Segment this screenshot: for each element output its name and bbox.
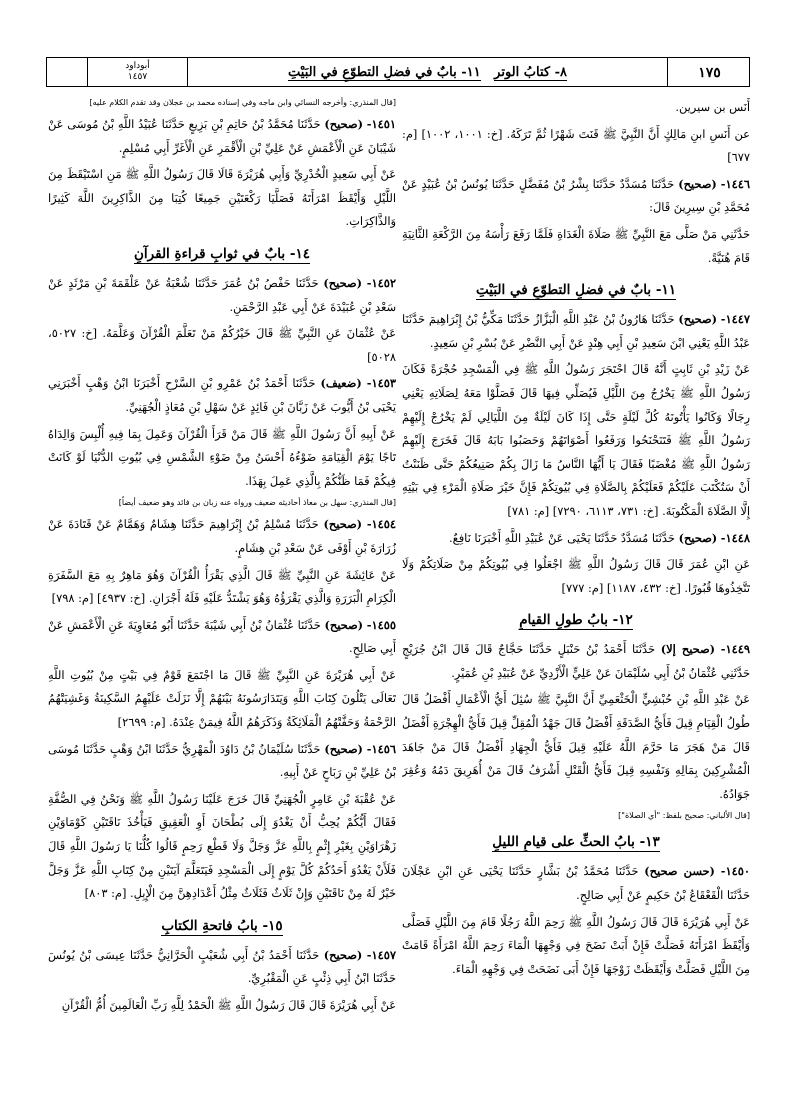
- hadith-isnad: حَدَّثَنَا أَحْمَدُ بْنُ عَمْرِو بْنِ السَّرْحِ أَخْبَرَنَا ابْنُ وَهْبٍ أَخْبَرَنِي يَحْيَى بْنُ أَيُّوبَ عَنْ زَبَّانَ بْنِ فَائِدٍ عَنْ سَهْلِ بْنِ مُعَاذٍ الْجُهَنِيِّ.: [48, 376, 396, 414]
- albani-note: [قال الألباني: صحيح بلفظ: "أي الصلاة"]: [618, 811, 750, 821]
- hadith-1449: [402, 638, 750, 685]
- hadith-isnad: حَدَّثَنَا أَحْمَدُ بْنُ حَنْبَلٍ حَدَّثَنَا حَجَّاجٌ قَالَ قَالَ ابْنُ جُرَيْجٍ حَدَّثَنِي عُثْمَانُ بْنُ أَبِي سُلَيْمَانَ عَنْ عَلِيٍّ الْأَزْدِيِّ عَنْ عُبَيْدِ بْنِ عُمَيْرٍ.: [402, 642, 750, 680]
- hadith-1450: [402, 860, 750, 907]
- hadith-grade: (صحيح): [678, 530, 718, 545]
- hadith-matn: عَنْ عَبْدِ اللَّهِ بْنِ حُبْشِيٍّ الْخَثْعَمِيِّ أَنَّ النَّبِيَّ ﷺ سُئِلَ أَيُّ الْأَعْمَالِ أَفْضَلُ قَالَ طُولُ الْقِيَامِ قِيلَ فَأَيُّ الصَّدَقَةِ أَفْضَلُ قَالَ جَهْدُ الْمُقِلِّ قِيلَ فَأَيُّ الْهِجْرَةِ أَفْضَلُ قَالَ مَنْ هَجَرَ مَا حَرَّمَ اللَّهُ عَلَيْهِ قِيلَ فَأَيُّ الْجِهَادِ أَفْضَلُ قَالَ مَنْ جَاهَدَ الْمُشْرِكِينَ بِمَالِهِ وَنَفْسِهِ قِيلَ فَأَيُّ الْقَتْلِ أَشْرَفُ قَالَ مَنْ أُهَرِيقَ دَمُهُ وَعُقِرَ جَوَادُهُ.: [402, 692, 750, 801]
- hadith-isnad: حَدَّثَنَا سُلَيْمَانُ بْنُ دَاوُدَ الْمَهْرِيُّ حَدَّثَنَا ابْنُ وَهْبٍ حَدَّثَنَا مُوسَى بْنُ عَلِيِّ بْنِ رَبَاحٍ عَنْ أَبِيهِ.: [48, 741, 396, 780]
- hadith-number: ١٤٥٢-: [366, 275, 396, 290]
- hadith-matn: عَنْ أَبِي هُرَيْرَةَ عَنِ النَّبِيِّ ﷺ قَالَ مَا اجْتَمَعَ قَوْمٌ فِي بَيْتٍ مِنْ بُيُوتِ اللَّهِ تَعَالَى يَتْلُونَ كِتَابَ اللَّهِ وَيَتَدَارَسُونَهُ بَيْنَهُمْ إِلَّا نَزَلَتْ عَلَيْهِمُ السَّكِينَةُ وَغَشِيَتْهُمُ الرَّحْمَةُ وَحَفَّتْهُمُ الْمَلَائِكَةُ وَذَكَرَهُمُ اللَّهُ فِيمَنْ عِنْدَهُ. [م: ٢٦٩٩]: [48, 667, 396, 730]
- hadith-1453: [48, 372, 396, 419]
- hadith-1452: [48, 272, 396, 319]
- hadith-matn: عَنِ ابْنِ عُمَرَ قَالَ قَالَ رَسُولُ اللَّهِ ﷺ اجْعَلُوا فِي بُيُوتِكُمْ مِنْ صَلَاتِكُمْ وَلَا تَتَّخِذُوهَا قُبُورًا. [خ: ٤٣٢، ١١٨٧] [م: ٧٧٧]: [402, 557, 750, 595]
- chapter-heading: [402, 279, 750, 301]
- hadith-matn: عَنْ عَائِشَةَ عَنِ النَّبِيِّ ﷺ قَالَ الَّذِي يَقْرَأُ الْقُرْآنَ وَهُوَ مَاهِرٌ بِهِ مَعَ السَّفَرَةِ الْكِرَامِ الْبَرَرَةِ وَالَّذِي يَقْرَؤُهُ وَهُوَ يَشْتَدُّ عَلَيْهِ فَلَهُ أَجْرَانِ. [خ: ٤٩٣٧] [م: ٧٩٨]: [48, 567, 396, 606]
- hadith-matn: عَنْ أَبِي هُرَيْرَةَ قَالَ قَالَ رَسُولُ اللَّهِ ﷺ رَحِمَ اللَّهُ رَجُلًا قَامَ مِنَ اللَّيْلِ فَصَلَّى وَأَيْقَظَ امْرَأَتَهُ فَصَلَّتْ فَإِنْ أَبَتْ نَضَحَ فِي وَجْهِهَا الْمَاءَ رَحِمَ اللَّهُ امْرَأَةً قَامَتْ مِنَ اللَّيْلِ فَصَلَّتْ وَأَيْقَظَتْ زَوْجَهَا فَإِنْ أَبَى نَضَحَتْ فِي وَجْهِهِ الْمَاءَ.: [402, 914, 750, 976]
- hadith-isnad: حَدَّثَنَا مُحَمَّدُ بْنُ بَشَّارٍ حَدَّثَنَا يَحْيَى عَنِ ابْنِ عَجْلَانَ حَدَّثَنَا الْقَعْقَاعُ بْنُ حَكِيمٍ عَنْ أَبِي صَالِحٍ.: [402, 864, 750, 903]
- page-number: ١٧٥: [667, 58, 751, 86]
- hadith-isnad: حَدَّثَنَا هَارُونُ بْنُ عَبْدِ اللَّهِ الْبَزَّازُ حَدَّثَنَا مَكِّيُّ بْنُ إِبْرَاهِيمَ حَدَّثَنَا عَبْدُ اللَّهِ يَعْنِي ابْنَ سَعِيدِ بْنِ أَبِي هِنْدٍ عَنْ أَبِي النَّضْرِ عَنْ بُسْرِ بْنِ سَعِيدٍ.: [402, 312, 750, 350]
- chapter-title: ١١- بابٌ في فضلِ التطوّعِ في البَيْتِ: [475, 282, 676, 299]
- chapter-title: ١٣- بابُ الحثِّ على قيامِ الليلِ: [492, 834, 660, 851]
- hadith-number: ١٤٤٨-: [720, 530, 750, 545]
- hadith-number: ١٤٤٩-: [720, 642, 750, 657]
- header-book-title: ٨- كتابُ الوتر: [494, 65, 567, 80]
- chapter-heading: [48, 915, 396, 937]
- hadith-matn: عَنْ أَبِي هُرَيْرَةَ قَالَ قَالَ رَسُولُ اللَّهِ ﷺ الْحَمْدُ لِلَّهِ رَبِّ الْعَالَمِينَ أُمُّ الْقُرْآنِ: [61, 998, 396, 1012]
- hadith-1456: [48, 738, 396, 785]
- hadith-number: ١٤٥٧-: [366, 947, 396, 962]
- text-line: عن أَنَسِ ابنِ مَالِكٍ أَنَّ النَّبِيَّ ﷺ قَنَتَ شَهْرًا ثُمَّ تَرَكَهُ. [خ: ١٠٠١، ١٠٠٢] [م: ٦٧٧]: [402, 126, 750, 165]
- hadith-number: ١٤٤٦-: [720, 176, 750, 191]
- header-hadith-count: ١٤٥٧: [127, 72, 148, 82]
- hadith-isnad: حَدَّثَنَا مُسْلِمُ بْنُ إِبْرَاهِيمَ حَدَّثَنَا هِشَامٌ وَهَمَّامٌ عَنْ قَتَادَةَ عَنْ زُرَارَةَ بْنِ أَوْفَى عَنْ سَعْدِ بْنِ هِشَامٍ.: [48, 517, 396, 555]
- hadith-isnad: حَدَّثَنَا مُسَدَّدٌ حَدَّثَنَا بِشْرُ بْنُ مُفَضَّلٍ حَدَّثَنَا يُونُسُ بْنُ عُبَيْدٍ عَنْ مُحَمَّدِ بْنِ سِيرِينَ قَالَ:: [402, 176, 750, 215]
- hadith-number: ١٤٤٧-: [720, 312, 750, 327]
- header-book-cell: [87, 58, 187, 86]
- hadith-grade: (صحيح إلا): [660, 642, 716, 657]
- hadith-grade: (صحيح): [678, 312, 717, 327]
- hadith-grade: (صحيح): [324, 117, 363, 131]
- hadith-number: ١٤٥٤-: [366, 517, 396, 532]
- hadith-number: ١٤٥٦-: [366, 741, 396, 756]
- mundhiri-note: [قال المنذري: سهل بن معاذ أحاديثه ضعيف ورواه عنه زبان بن فائد وهو ضعيف أيضاً]: [118, 498, 396, 508]
- chapter-heading: [402, 831, 750, 853]
- hadith-number: ١٤٥٥-: [366, 617, 396, 632]
- hadith-matn: عَنْ زَيْدِ بْنِ ثَابِتٍ أَنَّهُ قَالَ احْتَجَرَ رَسُولُ اللَّهِ ﷺ فِي الْمَسْجِدِ حُجْرَةً فَكَانَ رَسُولُ اللَّهِ ﷺ يَخْرُجُ مِنَ اللَّيْلِ فَيُصَلِّي فِيهَا قَالَ فَصَلَّوْا مَعَهُ لِصَلَاتِهِ يَعْنِي رِجَالًا وَكَانُوا يَأْتُونَهُ كُلَّ لَيْلَةٍ حَتَّى إِذَا كَانَ لَيْلَةٌ مِنَ اللَّيَالِي لَمْ يَخْرُجْ إِلَيْهِمْ رَسُولُ اللَّهِ ﷺ فَتَنَحْنَحُوا وَرَفَعُوا أَصْوَاتَهُمْ وَحَصَبُوا بَابَهُ قَالَ فَخَرَجَ إِلَيْهِمْ رَسُولُ اللَّهِ ﷺ مُغْضَبًا فَقَالَ يَا أَيُّهَا النَّاسُ مَا زَالَ بِكُمْ صَنِيعُكُمْ حَتَّى ظَنَنْتُ أَنْ سَتُكْتَبَ عَلَيْكُمْ فَعَلَيْكُمْ بِالصَّلَاةِ فِي بُيُوتِكُمْ فَإِنَّ خَيْرَ صَلَاةِ الْمَرْءِ فِي بَيْتِهِ إِلَّا الصَّلَاةَ الْمَكْتُوبَةَ. [خ: ٧٣١، ٦١١٣، ٧٢٩٠] [م: ٧٨١]: [402, 362, 750, 518]
- hadith-matn: عَنْ أَبِيهِ أَنَّ رَسُولَ اللَّهِ ﷺ قَالَ مَنْ قَرَأَ الْقُرْآنَ وَعَمِلَ بِمَا فِيهِ أُلْبِسَ وَالِدَاهُ تَاجًا يَوْمَ الْقِيَامَةِ ضَوْءُهُ أَحْسَنُ مِنْ ضَوْءِ الشَّمْسِ فِي بُيُوتِ الدُّنْيَا لَوْ كَانَتْ فِيكُمْ فَمَا ظَنُّكُمْ بِالَّذِي عَمِلَ بِهَذَا.: [48, 426, 396, 488]
- hadith-isnad: حَدَّثَنَا مُسَدَّدٌ حَدَّثَنَا يَحْيَى عَنْ عُبَيْدِ اللَّهِ أَخْبَرَنَا نَافِعٌ.: [449, 530, 675, 545]
- hadith-grade: (صحيح): [324, 617, 364, 632]
- hadith-grade: (صحيح): [323, 275, 362, 290]
- header-empty-cell: [47, 58, 87, 86]
- hadith-grade: (صحيح): [323, 947, 363, 962]
- chapter-heading: [48, 243, 396, 265]
- hadith-grade: (صحيح): [323, 517, 363, 532]
- header-title-cell: [187, 58, 667, 86]
- running-header: [46, 57, 750, 87]
- chapter-heading: [402, 609, 750, 631]
- hadith-number: ١٤٥٣-: [366, 376, 396, 391]
- hadith-matn: حَدَّثَنِي مَنْ صَلَّى مَعَ النَّبِيِّ ﷺ صَلَاةَ الْغَدَاةِ فَلَمَّا رَفَعَ رَأْسَهُ مِنَ الرَّكْعَةِ الثَّانِيَةِ قَامَ هُنَيَّةً.: [402, 226, 750, 265]
- hadith-matn: عَنْ عُثْمَانَ عَنِ النَّبِيِّ ﷺ قَالَ خَيْرُكُمْ مَنْ تَعَلَّمَ الْقُرْآنَ وَعَلَّمَهُ. [خ: ٥٠٢٧، ٥٠٢٨]: [48, 326, 396, 364]
- hadith-isnad: حَدَّثَنَا حَفْصُ بْنُ عُمَرَ حَدَّثَنَا شُعْبَةُ عَنْ عَلْقَمَةَ بْنِ مَرْثَدٍ عَنْ سَعْدِ بْنِ عُبَيْدَةَ عَنْ أَبِي عَبْدِ الرَّحْمَنِ.: [48, 275, 396, 314]
- chapter-title: ١٥- بابُ فاتحةِ الكتابِ: [161, 917, 283, 934]
- hadith-matn: عَنْ عُقْبَةَ بْنِ عَامِرٍ الْجُهَنِيِّ قَالَ خَرَجَ عَلَيْنَا رَسُولُ اللَّهِ ﷺ وَنَحْنُ فِي الصُّفَّةِ فَقَالَ أَيُّكُمْ يُحِبُّ أَنْ يَغْدُوَ إِلَى بُطْحَانَ أَوِ الْعَقِيقِ فَيَأْخُذَ نَاقَتَيْنِ كَوْمَاوَيْنِ زَهْرَاوَيْنِ بِغَيْرِ إِثْمٍ بِاللَّهِ عَزَّ وَجَلَّ وَلَا قَطْعِ رَحِمٍ قَالُوا كُلُّنَا يَا رَسُولَ اللَّهِ قَالَ فَلَأَنْ يَغْدُوَ أَحَدُكُمْ كُلَّ يَوْمٍ إِلَى الْمَسْجِدِ فَيَتَعَلَّمَ آيَتَيْنِ مِنْ كِتَابِ اللَّهِ عَزَّ وَجَلَّ خَيْرٌ لَهُ مِنْ نَاقَتَيْنِ وَإِنْ ثَلَاثٌ فَثَلَاثٌ مِثْلُ أَعْدَادِهِنَّ مِنَ الْإِبِلِ. [م: ٨٠٣]: [48, 791, 396, 901]
- hadith-1447: [402, 308, 750, 355]
- hadith-1457: [48, 944, 396, 991]
- hadith-grade: (صحيح): [324, 741, 363, 756]
- hadith-isnad: حَدَّثَنَا مُحَمَّدُ بْنُ حَاتِمِ بْنِ بَزِيعٍ حَدَّثَنَا عُبَيْدُ اللَّهِ بْنُ مُوسَى عَنْ شَيْبَانَ عَنِ الْأَعْمَشِ عَنْ عَلِيِّ بْنِ الْأَقْمَرِ عَنِ الْأَغَرِّ أَبِي مُسْلِمٍ.: [48, 117, 396, 155]
- right-column: [402, 96, 750, 1096]
- mundhiri-note: [قال المنذري: وأخرجه النسائي وابن ماجه وفي إسناده محمد بن عجلان وقد تقدم الكلام عليه]: [89, 98, 396, 107]
- chapter-title: ١٢- بابُ طولِ القيامِ: [519, 612, 633, 629]
- hadith-isnad: حَدَّثَنَا أَحْمَدُ بْنُ أَبِي شُعَيْبٍ الْحَرَّانِيُّ حَدَّثَنَا عِيسَى بْنُ يُونُسَ حَدَّثَنَا ابْنُ أَبِي ذِئْبٍ عَنِ الْمَقْبُرِيِّ.: [48, 947, 396, 986]
- hadith-number: ١٤٥١-: [366, 117, 396, 131]
- hadith-isnad: حَدَّثَنَا عُثْمَانُ بْنُ أَبِي شَيْبَةَ حَدَّثَنَا أَبُو مُعَاوِيَةَ عَنِ الْأَعْمَشِ عَنْ أَبِي صَالِحٍ.: [48, 617, 396, 656]
- left-column: [48, 96, 396, 1096]
- header-book-name: أبوداود: [125, 61, 150, 71]
- text-line: أَنَس بن سيرين.: [675, 100, 750, 114]
- header-chapter-title: ١١- بابٌ في فضلِ التطوّعِ في البَيْتِ: [288, 65, 481, 80]
- hadith-1454: [48, 513, 396, 560]
- hadith-1451: [48, 113, 396, 160]
- hadith-1448: [402, 527, 750, 551]
- hadith-matn: عَنْ أَبِي سَعِيدٍ الْخُدْرِيِّ وَأَبِي هُرَيْرَةَ قَالَا قَالَ رَسُولُ اللَّهِ ﷺ مَنِ اسْتَيْقَظَ مِنَ اللَّيْلِ وَأَيْقَظَ امْرَأَتَهُ فَصَلَّيَا رَكْعَتَيْنِ جَمِيعًا كُتِبَا مِنَ الذَّاكِرِينَ اللَّهَ كَثِيرًا وَالذَّاكِرَاتِ.: [48, 167, 396, 229]
- hadith-grade: (ضعيف): [320, 376, 362, 391]
- hadith-number: ١٤٥٠-: [720, 864, 750, 879]
- hadith-1446: [402, 173, 750, 220]
- hadith-grade: (صحيح): [678, 176, 717, 191]
- hadith-grade: (حسن صحيح): [644, 864, 715, 879]
- hadith-1455: [48, 614, 396, 661]
- chapter-title: ١٤- بابٌ في ثوابِ قراءةِ القرآنِ: [134, 245, 310, 262]
